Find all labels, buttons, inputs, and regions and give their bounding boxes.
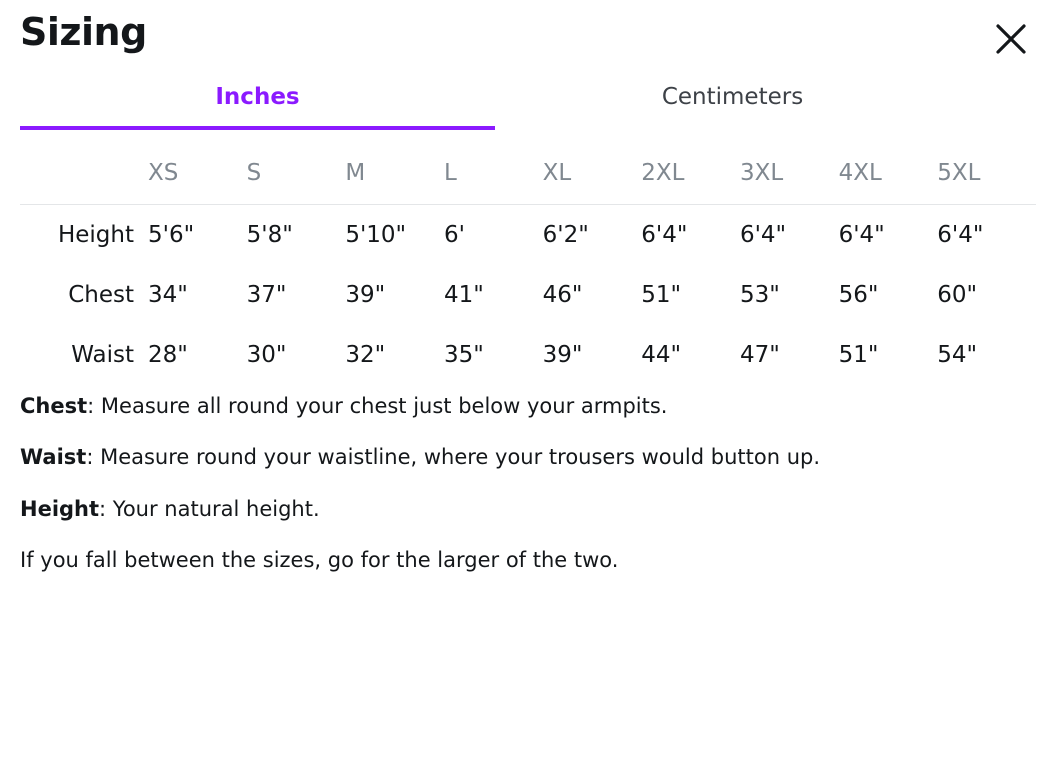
cell-waist-2xl: 44" — [641, 342, 682, 368]
tab-centimeters[interactable]: Centimeters — [661, 84, 804, 110]
cell-waist-3xl: 47" — [739, 342, 780, 368]
cell-waist-xl: 39" — [542, 342, 583, 368]
unit-tabs — [20, 84, 1036, 130]
note-waist-term: Waist — [20, 445, 87, 470]
cell-chest-xl: 46" — [542, 282, 583, 308]
size-table — [20, 144, 1036, 385]
note-height — [20, 494, 1036, 524]
cell-chest-l: 41" — [443, 282, 484, 308]
cell-height-5xl: 6'4" — [937, 222, 984, 248]
table-row — [20, 265, 1036, 325]
note-waist — [20, 442, 1036, 472]
column-header-4xl: 4XL — [838, 160, 882, 186]
note-between-sizes-text: If you fall between the sizes, go for the larger of the two. — [20, 548, 619, 573]
cell-chest-xs: 34" — [148, 282, 188, 308]
cell-height-m: 5'10" — [345, 222, 407, 248]
row-label-waist: Waist — [71, 342, 134, 368]
note-height-text: : Your natural height. — [99, 496, 320, 521]
cell-chest-s: 37" — [246, 282, 287, 308]
cell-waist-s: 30" — [246, 342, 287, 368]
cell-waist-4xl: 51" — [838, 342, 879, 368]
modal-header — [20, 0, 1036, 56]
column-header-m: M — [345, 160, 366, 186]
size-table-head — [20, 144, 1036, 205]
column-header-xl: XL — [542, 160, 572, 186]
cell-chest-2xl: 51" — [641, 282, 682, 308]
cell-chest-3xl: 53" — [739, 282, 780, 308]
cell-height-xs: 5'6" — [148, 222, 195, 248]
note-chest — [20, 391, 1036, 421]
page-title: Sizing — [20, 10, 147, 54]
tab-inches[interactable]: Inches — [20, 84, 495, 130]
column-header-xs: XS — [148, 160, 179, 186]
cell-waist-l: 35" — [443, 342, 484, 368]
cell-chest-4xl: 56" — [838, 282, 879, 308]
cell-height-4xl: 6'4" — [838, 222, 885, 248]
row-label-height: Height — [57, 222, 134, 248]
column-header-s: S — [246, 160, 262, 186]
size-table-body — [20, 205, 1036, 386]
table-row — [20, 325, 1036, 385]
note-height-term: Height — [20, 496, 100, 521]
cell-chest-5xl: 60" — [937, 282, 978, 308]
cell-height-l: 6' — [443, 222, 465, 248]
column-header-3xl: 3XL — [739, 160, 784, 186]
cell-height-xl: 6'2" — [542, 222, 589, 248]
note-waist-text: : Measure round your waistline, where your trousers would button up. — [86, 445, 821, 470]
cell-chest-m: 39" — [345, 282, 386, 308]
table-row — [20, 205, 1036, 266]
note-between-sizes — [20, 545, 1036, 575]
size-table-header-row — [20, 144, 1036, 205]
cell-height-s: 5'8" — [246, 222, 293, 248]
note-chest-term: Chest — [20, 394, 88, 418]
row-label-chest: Chest — [68, 282, 134, 308]
cell-height-2xl: 6'4" — [641, 222, 688, 248]
note-chest-text: : Measure all round your chest just below your armpits. — [87, 394, 668, 418]
cell-waist-m: 32" — [345, 342, 386, 368]
column-header-l: L — [443, 160, 457, 186]
close-icon — [994, 22, 1028, 56]
cell-height-3xl: 6'4" — [739, 222, 787, 248]
row-header-spacer — [20, 144, 148, 205]
column-header-5xl: 5XL — [937, 160, 981, 186]
measurement-notes — [20, 391, 1036, 576]
close-button[interactable] — [994, 22, 1028, 56]
cell-waist-xs: 28" — [148, 342, 188, 368]
cell-waist-5xl: 54" — [937, 342, 978, 368]
column-header-2xl: 2XL — [641, 160, 685, 186]
